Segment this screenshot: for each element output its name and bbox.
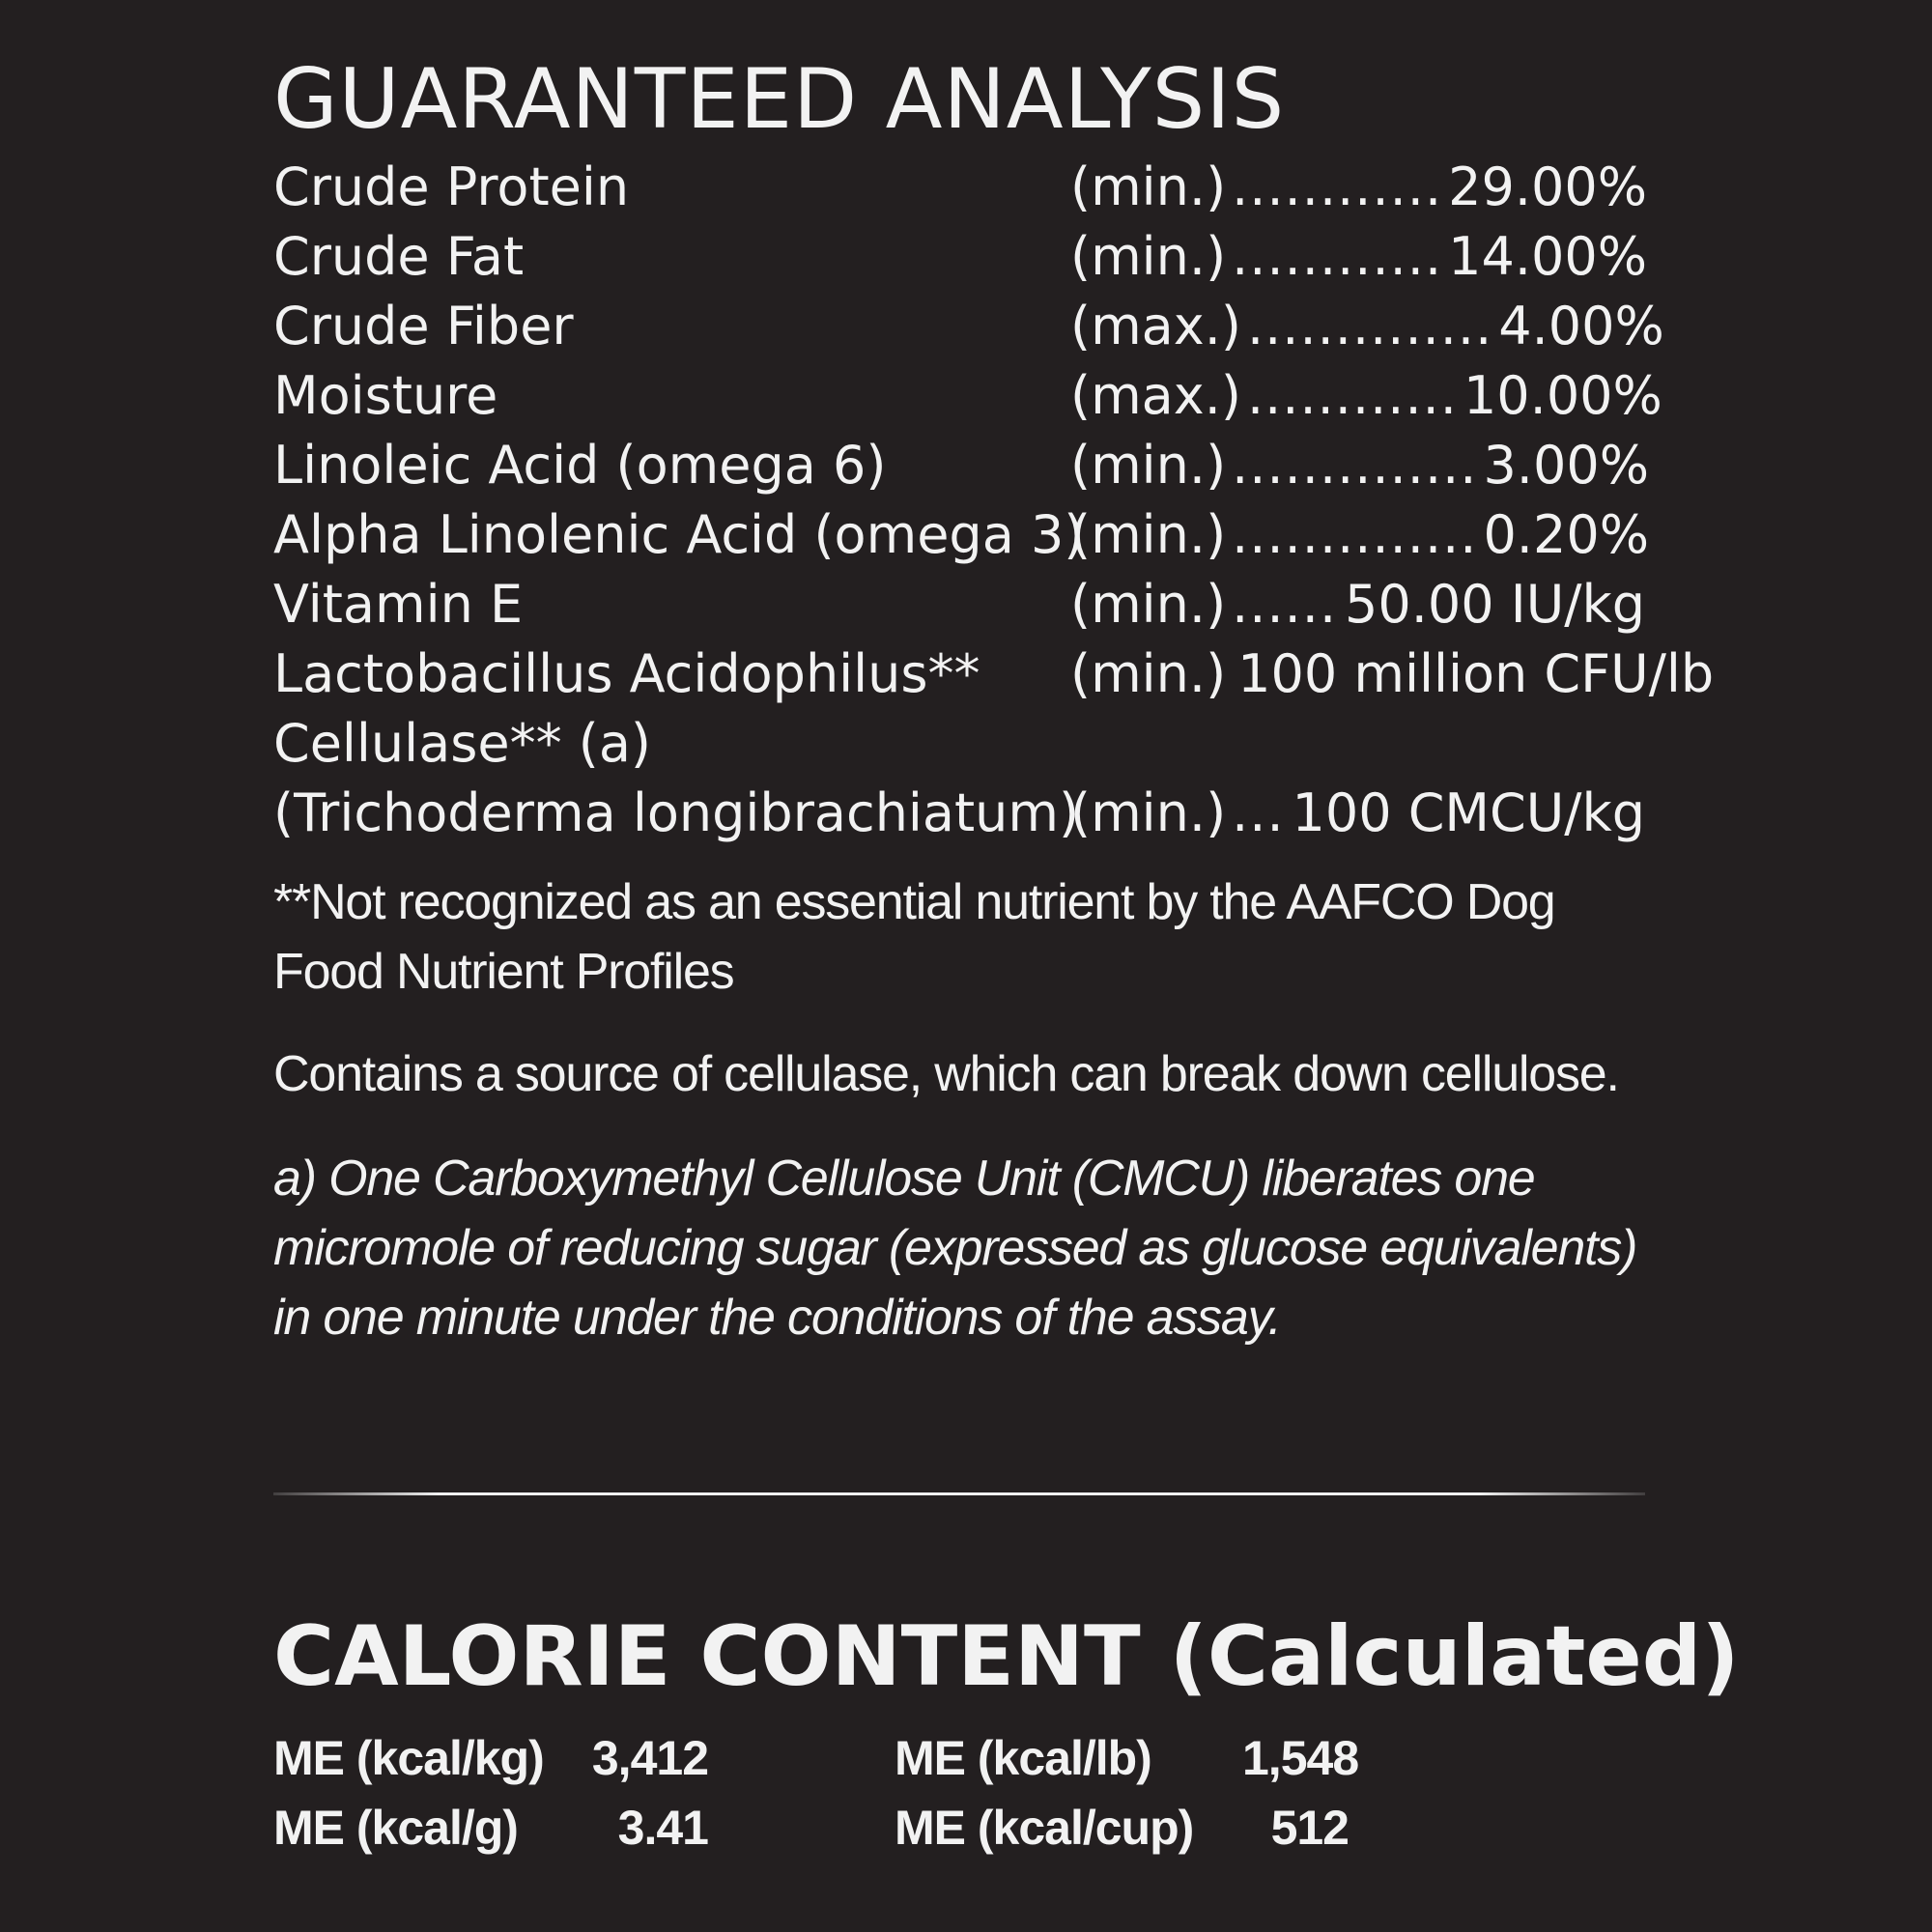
nutrient-basis: (max.) [1070,365,1241,426]
analysis-table [273,153,1715,848]
nutrient-name: Crude Protein [273,156,630,217]
dot-leader [1226,639,1237,709]
calorie-content-heading: CALORIE CONTENT (Calculated) [273,1608,1740,1705]
nutrient-name: Lactobacillus Acidophilus** [273,643,980,704]
calorie-content-section [273,1608,1740,1862]
guaranteed-analysis-section [273,51,1715,1352]
nutrient-value [1070,570,1645,639]
nutrient-value [1070,709,1645,779]
calorie-value: 3,412 [591,1731,708,1785]
nutrient-name: Crude Fat [273,226,525,287]
nutrient-amount: 100 million CFU/lb [1237,643,1715,704]
analysis-row-vitamin-e [273,570,1645,639]
calorie-value: 512 [1270,1801,1349,1855]
analysis-row-lactobacillus [273,639,1715,709]
nutrient-basis: (min.) [1070,226,1227,287]
analysis-row-crude-fiber [273,292,1664,361]
analysis-row-crude-fat [273,222,1648,292]
calorie-label: ME (kcal/kg) [273,1731,544,1785]
dot-leader: ............ [1246,365,1458,426]
nutrient-name: Cellulase** (a) [273,713,651,774]
nutrient-name: Linoleic Acid (omega 6) [273,435,887,496]
section-divider [273,1492,1645,1495]
dot-leader: ...... [1232,574,1338,635]
calorie-value: 1,548 [1242,1731,1359,1785]
analysis-row-trichoderma [273,779,1645,848]
nutrient-value [1070,639,1714,709]
nutrient-amount: 4.00% [1498,296,1664,356]
nutrient-value [1070,500,1649,570]
nutrient-amount: 14.00% [1448,226,1648,287]
nutrient-name: Crude Fiber [273,296,574,356]
dot-leader: ............ [1232,226,1443,287]
analysis-row-linoleic-acid [273,431,1649,500]
calorie-table [273,1723,1645,1862]
nutrient-amount: 0.20% [1483,504,1649,565]
nutrient-name: Alpha Linolenic Acid (omega 3) [273,504,1085,565]
nutrient-name: Vitamin E [273,574,524,635]
nutrient-value [1070,222,1647,292]
analysis-row-moisture [273,361,1662,431]
nutrient-amount: 50.00 IU/kg [1345,574,1645,635]
dot-leader: .............. [1232,435,1478,496]
nutrient-value [1070,361,1662,431]
analysis-row-alpha-linolenic-acid [273,500,1649,570]
calorie-row [273,1723,1645,1793]
nutrient-amount: 29.00% [1448,156,1648,217]
calorie-value: 3.41 [617,1801,708,1855]
nutrient-basis: (min.) [1070,782,1227,843]
cellulase-note: Contains a source of cellulase, which can break down cellulose. [273,1046,1619,1102]
calorie-label: ME (kcal/g) [273,1801,518,1855]
nutrient-basis: (min.) [1070,435,1227,496]
nutrient-name: Moisture [273,365,498,426]
analysis-row-cellulase [273,709,1645,779]
calorie-label: ME (kcal/lb) [895,1731,1151,1785]
nutrient-amount: 3.00% [1483,435,1649,496]
analysis-row-crude-protein [273,153,1648,222]
dot-leader [1070,709,1645,779]
nutrient-value [1070,431,1649,500]
nutrient-name: (Trichoderma longibrachiatum) [273,782,1080,843]
nutrient-basis: (min.) [1070,574,1227,635]
cmcu-definition-note: a) One Carboxymethyl Cellulose Unit (CMCU) liberates one micromole of reducing sugar (expressed as glucose equivalents) in one minute under the conditions of the assay. [273,1151,1637,1346]
dot-leader: ............ [1232,156,1443,217]
dot-leader: ... [1232,782,1285,843]
guaranteed-analysis-heading: GUARANTEED ANALYSIS [273,51,1286,148]
nutrient-basis: (min.) [1070,643,1227,704]
calorie-row [273,1793,1645,1862]
nutrient-basis: (max.) [1070,296,1241,356]
nutrient-basis: (min.) [1070,156,1227,217]
nutrient-amount: 100 CMCU/kg [1292,782,1645,843]
dot-leader: .............. [1246,296,1493,356]
nutrient-amount: 10.00% [1463,365,1662,426]
calorie-label: ME (kcal/cup) [895,1801,1194,1855]
column-gap [708,1723,895,1793]
dot-leader: .............. [1232,504,1478,565]
nutrient-value [1070,153,1647,222]
aafco-footnote: **Not recognized as an essential nutrient by the AAFCO Dog Food Nutrient Profiles [273,874,1555,1000]
nutrient-value [1070,779,1645,848]
nutrient-basis: (min.) [1070,504,1227,565]
nutrient-value [1070,292,1664,361]
column-gap [708,1793,895,1862]
